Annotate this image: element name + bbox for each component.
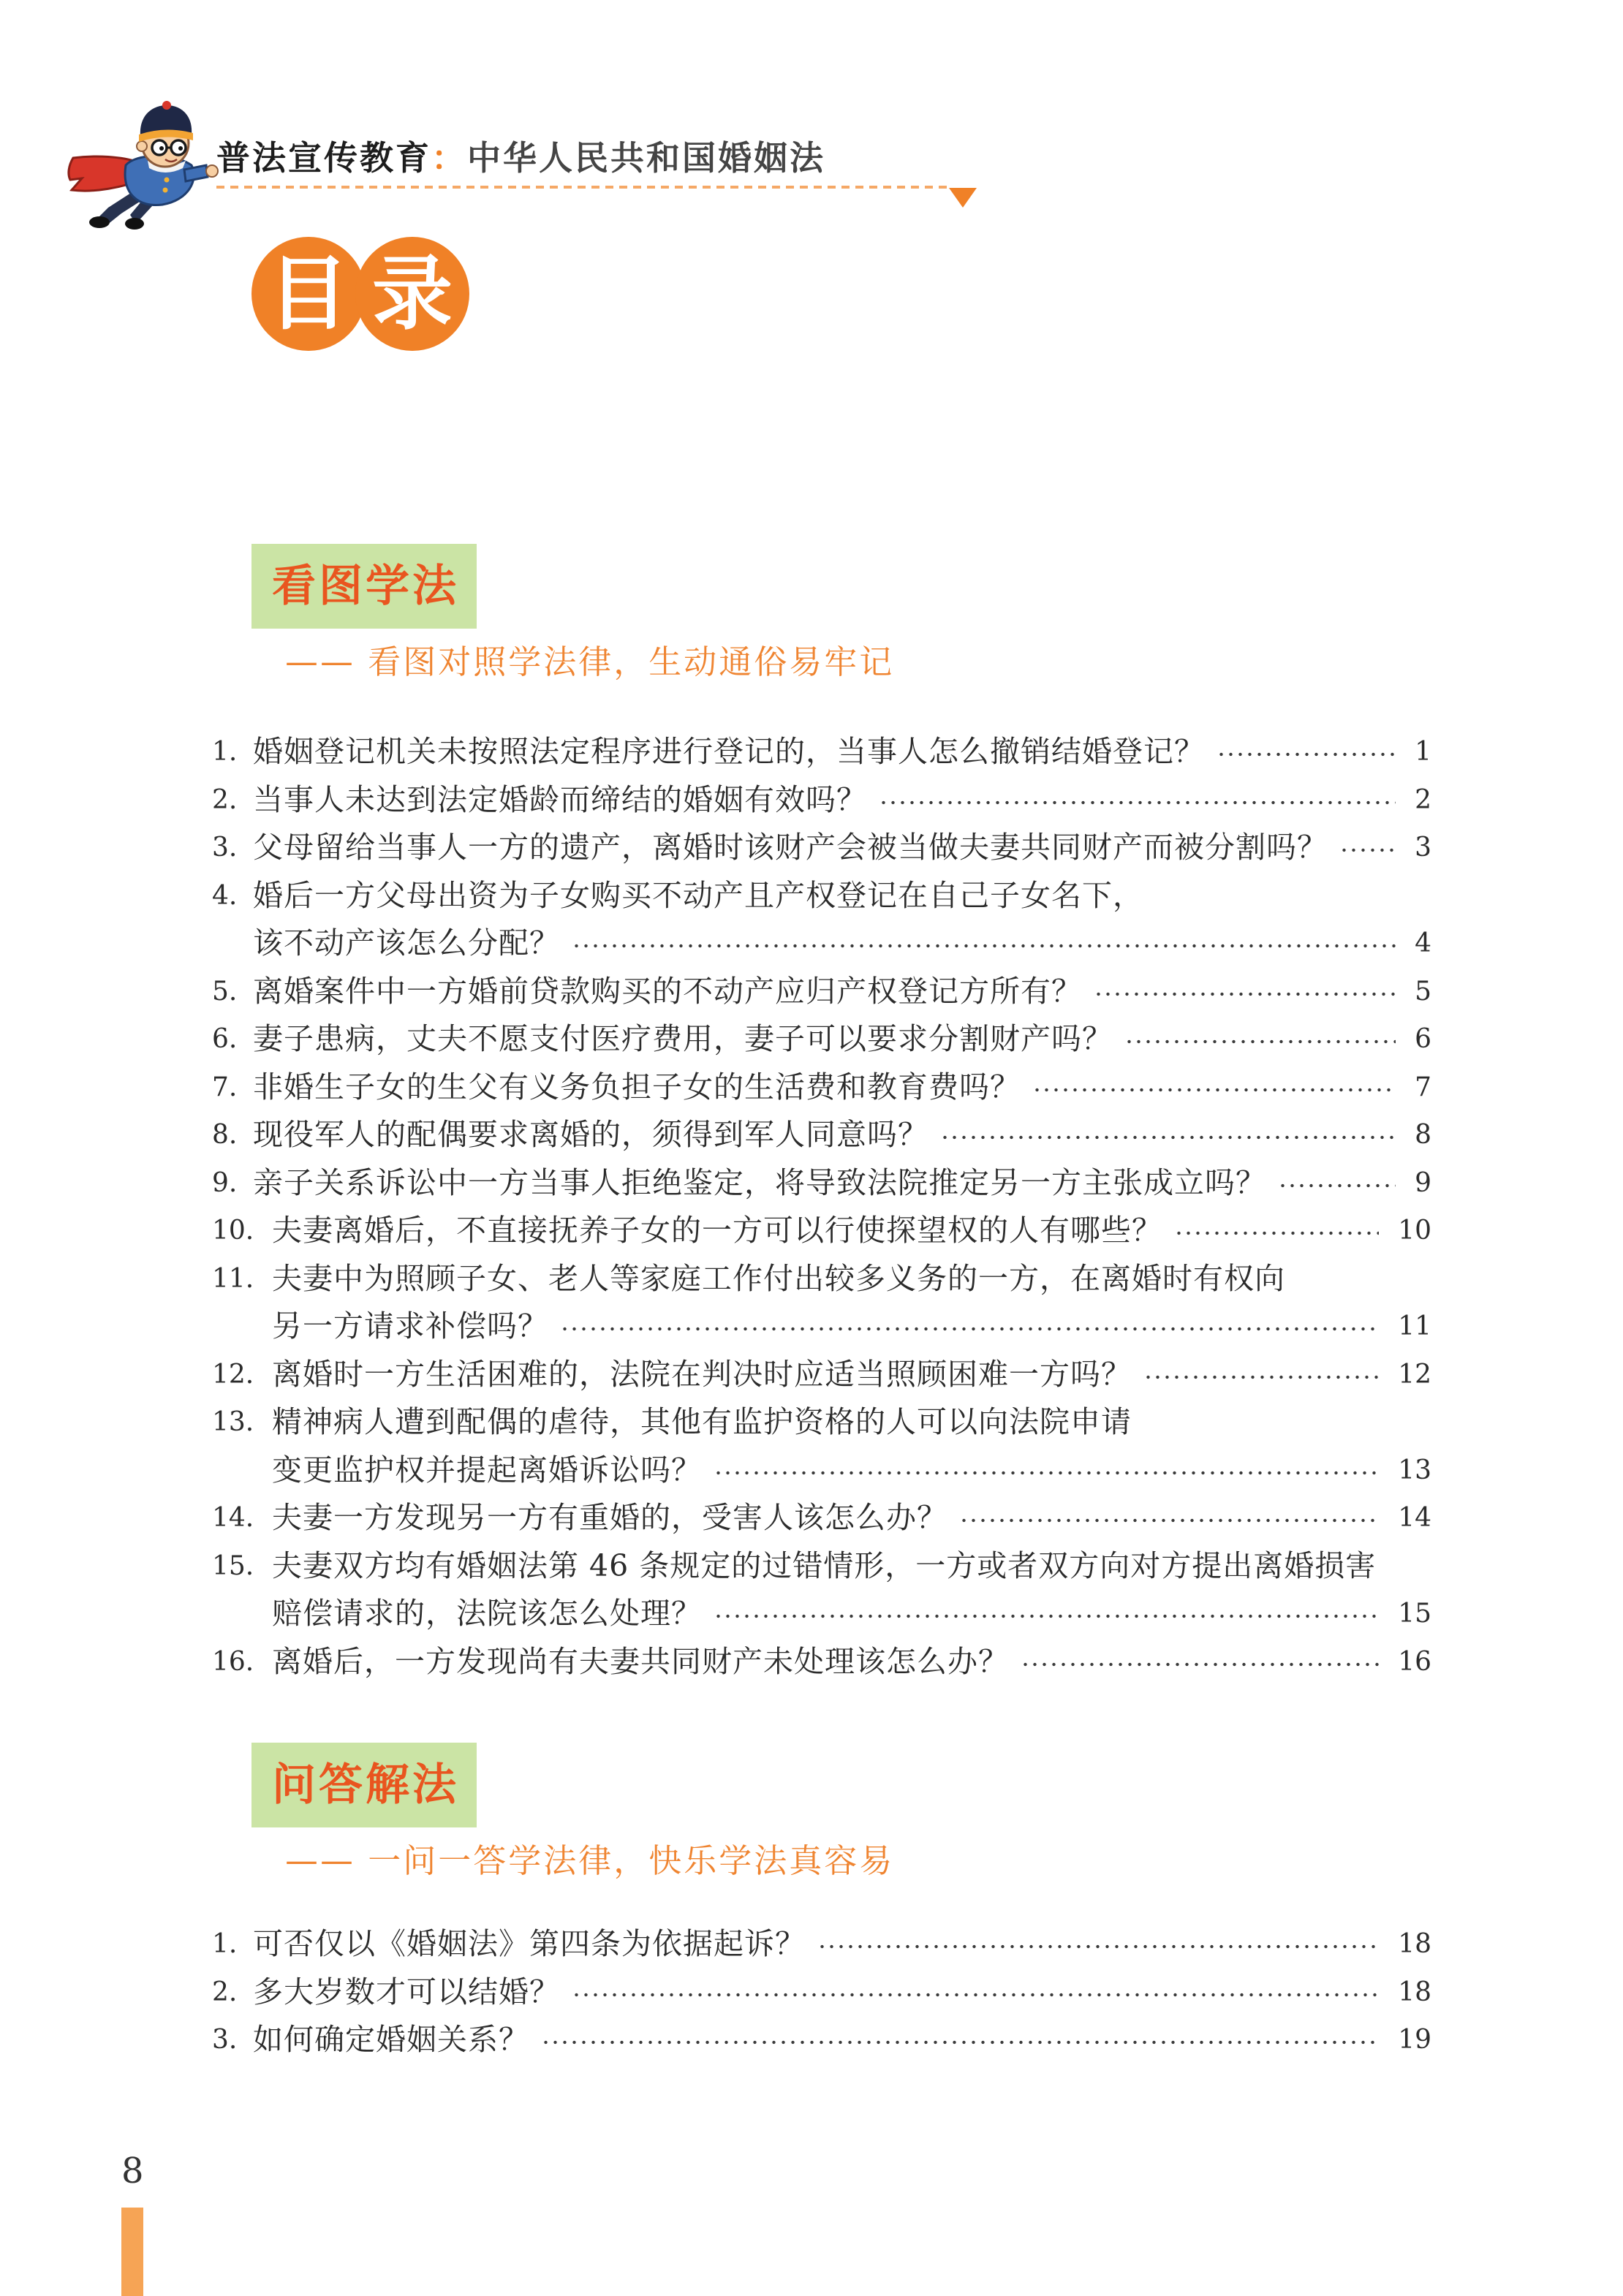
toc-entry-title: 亲子关系诉讼中一方当事人拒绝鉴定，将导致法院推定另一方主张成立吗？ <box>253 1164 1266 1200</box>
toc-entry-line <box>212 2016 1431 2064</box>
header-triangle-marker <box>949 188 977 208</box>
toc-entry-page: 12 <box>1398 1359 1431 1390</box>
toc-entry-continuation-line <box>212 1447 1431 1495</box>
toc-entry-title: 妻子患病，丈夫不愿支付医疗费用，妻子可以要求分割财产吗？ <box>253 1021 1113 1056</box>
mascot-glasses-lens <box>171 140 186 155</box>
mascot-button <box>163 188 168 193</box>
toc-entry-line <box>212 968 1431 1016</box>
toc-entry-title: 该不动产该怎么分配？ <box>253 925 560 961</box>
toc-entry-line <box>212 872 1431 920</box>
toc-entry <box>212 1255 1431 1351</box>
toc-leader-dots <box>1278 1159 1396 1208</box>
toc-entry <box>212 1542 1431 1638</box>
toc-entry-page: 7 <box>1415 1072 1431 1102</box>
toc-heading-circle <box>251 237 366 351</box>
toc-entry-line <box>212 728 1431 776</box>
toc-entry <box>212 2016 1431 2064</box>
toc-entry-title: 可否仅以《婚姻法》第四条为依据起诉？ <box>253 1926 806 1961</box>
mascot-eye <box>159 146 164 151</box>
toc-entry-page: 15 <box>1398 1599 1431 1629</box>
toc-entry-number: 13. <box>212 1407 254 1437</box>
toc-entry-number: 7. <box>212 1072 238 1102</box>
toc-entry-continuation-line <box>212 1303 1431 1351</box>
toc-entry-line <box>212 1638 1431 1686</box>
toc-leader-dots <box>1339 824 1396 872</box>
toc-leader-dots <box>1174 1207 1379 1255</box>
toc-leader-dots <box>959 1494 1379 1542</box>
toc-entry <box>212 1920 1431 1969</box>
header-dashed-divider <box>216 186 949 189</box>
toc-entry <box>212 1398 1431 1494</box>
mascot-eye <box>178 146 183 151</box>
mascot-shoe <box>89 216 110 228</box>
toc-entry <box>212 1207 1431 1255</box>
toc-entry-number: 12. <box>212 1359 254 1390</box>
toc-leader-dots <box>560 1303 1379 1351</box>
toc-leader-dots <box>940 1111 1396 1159</box>
toc-entry-line <box>212 1207 1431 1255</box>
toc-entry-page: 2 <box>1415 784 1431 815</box>
toc-leader-dots <box>572 1969 1379 2017</box>
toc-entry-title: 父母留给当事人一方的遗产，离婚时该财产会被当做夫妻共同财产而被分割吗？ <box>253 830 1328 865</box>
toc-list <box>212 1920 1431 2064</box>
toc-leader-dots <box>541 2016 1379 2064</box>
toc-entry-number: 1. <box>212 1929 238 1959</box>
toc-entry-line <box>212 1351 1431 1399</box>
toc-entry-title: 非婚生子女的生父有义务负担子女的生活费和教育费吗？ <box>253 1069 1021 1105</box>
toc-entry-page: 10 <box>1398 1216 1431 1246</box>
toc-entry-line <box>212 1398 1431 1447</box>
toc-entry-page: 11 <box>1398 1311 1431 1341</box>
toc-entry-title: 婚后一方父母出资为子女购买不动产且产权登记在自己子女名下， <box>253 877 1143 913</box>
toc-entry-page: 19 <box>1398 2025 1431 2055</box>
toc-entry-line <box>212 776 1431 825</box>
mascot-illustration <box>63 98 219 232</box>
toc-entry <box>212 1494 1431 1542</box>
toc-entry-title: 离婚时一方生活困难的，法院在判决时应适当照顾困难一方吗？ <box>272 1356 1132 1392</box>
toc-entry-page: 18 <box>1398 1977 1431 2007</box>
toc-entry-title: 赔偿请求的，法院该怎么处理？ <box>272 1596 702 1631</box>
toc-entry-title: 当事人未达到法定婚龄而缔结的婚姻有效吗？ <box>253 781 867 817</box>
page-number: 8 <box>121 2151 144 2191</box>
toc-entry-number: 2. <box>212 1977 238 2007</box>
section-heading: 看图学法 <box>272 561 459 612</box>
toc-entry-title: 离婚后，一方发现尚有夫妻共同财产未处理该怎么办？ <box>272 1643 1009 1679</box>
toc-entry <box>212 872 1431 968</box>
toc-entry-number: 6. <box>212 1024 238 1054</box>
mascot-shoe <box>125 218 144 230</box>
toc-entry-line <box>212 1111 1431 1159</box>
section-heading-box <box>251 544 477 629</box>
toc-entry <box>212 1351 1431 1399</box>
toc-entry-continuation-line <box>212 1590 1431 1638</box>
toc-entry-page: 14 <box>1398 1503 1431 1533</box>
toc-entry-title: 如何确定婚姻关系？ <box>253 2022 529 2057</box>
page-edge-tab <box>121 2208 143 2296</box>
toc-entry-number: 5. <box>212 976 238 1007</box>
toc-entry-title: 变更监护权并提起离婚诉讼吗？ <box>272 1452 702 1488</box>
toc-entry-title: 另一方请求补偿吗？ <box>272 1308 548 1344</box>
section-heading: 问答解法 <box>272 1759 459 1811</box>
toc-entry <box>212 824 1431 872</box>
toc-leader-dots <box>1217 728 1396 776</box>
toc-entry-page: 16 <box>1398 1646 1431 1677</box>
section-subtitle: —— 一问一答学法律，快乐学法真容易 <box>285 1841 895 1880</box>
toc-entry-line <box>212 1969 1431 2017</box>
toc-entry-title: 多大岁数才可以结婚？ <box>253 1974 560 2009</box>
header-colon: ： <box>431 138 467 178</box>
toc-entry-page: 6 <box>1415 1024 1431 1054</box>
toc-heading-circle <box>355 237 469 351</box>
toc-entry-page: 3 <box>1415 833 1431 863</box>
toc-entry-number: 1. <box>212 737 238 767</box>
toc-entry <box>212 1638 1431 1686</box>
section-subtitle: —— 看图对照学法律，生动通俗易牢记 <box>285 643 895 681</box>
toc-entry-number: 3. <box>212 833 238 863</box>
toc-entry-line <box>212 1494 1431 1542</box>
toc-entry-number: 2. <box>212 784 238 815</box>
toc-entry-number: 10. <box>212 1216 254 1246</box>
toc-entry-number: 11. <box>212 1263 254 1294</box>
toc-entry-page: 18 <box>1398 1929 1431 1959</box>
mascot-hat-knob <box>162 101 171 110</box>
toc-entry-line <box>212 824 1431 872</box>
toc-leader-dots <box>817 1920 1379 1969</box>
toc-entry-number: 8. <box>212 1120 238 1150</box>
toc-leader-dots <box>714 1447 1379 1495</box>
toc-entry-title: 夫妻中为照顾子女、老人等家庭工作付出较多义务的一方，在离婚时有权向 <box>272 1260 1285 1296</box>
toc-entry-continuation-line <box>212 920 1431 968</box>
toc-entry-line <box>212 1542 1431 1591</box>
toc-entry-title: 离婚案件中一方婚前贷款购买的不动产应归产权登记方所有？ <box>253 973 1082 1009</box>
toc-entry-line <box>212 1159 1431 1208</box>
toc-entry-title: 夫妻一方发现另一方有重婚的，受害人该怎么办？ <box>272 1500 947 1535</box>
toc-entry <box>212 1111 1431 1159</box>
toc-entry-line <box>212 1920 1431 1969</box>
toc-entry <box>212 1969 1431 2017</box>
toc-entry-number: 9. <box>212 1167 238 1198</box>
section-heading-box <box>251 1743 477 1827</box>
toc-entry-page: 4 <box>1415 928 1431 958</box>
toc-entry-page: 8 <box>1415 1120 1431 1150</box>
toc-heading-char: 录 <box>372 247 453 341</box>
toc-entry-number: 15. <box>212 1550 254 1581</box>
mascot-glasses-lens <box>152 140 167 155</box>
toc-leader-dots <box>1094 968 1396 1016</box>
toc-leader-dots <box>1032 1064 1396 1112</box>
book-title: 中华人民共和国婚姻法 <box>467 138 825 178</box>
toc-entry-number: 3. <box>212 2025 238 2055</box>
toc-entry <box>212 1015 1431 1064</box>
toc-leader-dots <box>572 920 1396 968</box>
toc-entry-title: 婚姻登记机关未按照法定程序进行登记的，当事人怎么撤销结婚登记？ <box>253 734 1205 769</box>
toc-heading-char: 目 <box>268 247 349 341</box>
toc-leader-dots <box>714 1590 1379 1638</box>
toc-entry <box>212 1064 1431 1112</box>
toc-entry-page: 5 <box>1415 976 1431 1007</box>
toc-entry-number: 14. <box>212 1503 254 1533</box>
toc-entry <box>212 728 1431 776</box>
toc-leader-dots <box>1143 1351 1379 1399</box>
toc-leader-dots <box>1124 1015 1396 1064</box>
toc-entry <box>212 1159 1431 1208</box>
toc-entry-number: 16. <box>212 1646 254 1677</box>
toc-entry-page: 9 <box>1415 1167 1431 1198</box>
toc-entry-title: 夫妻双方均有婚姻法第 46 条规定的过错情形，一方或者双方向对方提出离婚损害 <box>272 1547 1377 1583</box>
toc-entry-title: 夫妻离婚后，不直接抚养子女的一方可以行使探望权的人有哪些？ <box>272 1213 1162 1248</box>
toc-entry-page: 13 <box>1398 1455 1431 1485</box>
toc-entry-line <box>212 1255 1431 1303</box>
toc-list <box>212 728 1431 1686</box>
running-header-title <box>216 134 825 181</box>
mascot-ear <box>137 141 147 151</box>
toc-leader-dots <box>879 776 1396 825</box>
toc-entry-line <box>212 1015 1431 1064</box>
toc-entry-page: 1 <box>1415 737 1431 767</box>
mascot-button <box>164 178 170 183</box>
toc-leader-dots <box>1021 1638 1379 1686</box>
toc-entry <box>212 968 1431 1016</box>
toc-entry-number: 4. <box>212 880 238 911</box>
series-title: 普法宣传教育 <box>216 138 431 178</box>
toc-entry <box>212 776 1431 825</box>
toc-entry-title: 现役军人的配偶要求离婚的，须得到军人同意吗？ <box>253 1117 928 1152</box>
toc-entry-title: 精神病人遭到配偶的虐待，其他有监护资格的人可以向法院申请 <box>272 1404 1132 1439</box>
toc-entry-line <box>212 1064 1431 1112</box>
